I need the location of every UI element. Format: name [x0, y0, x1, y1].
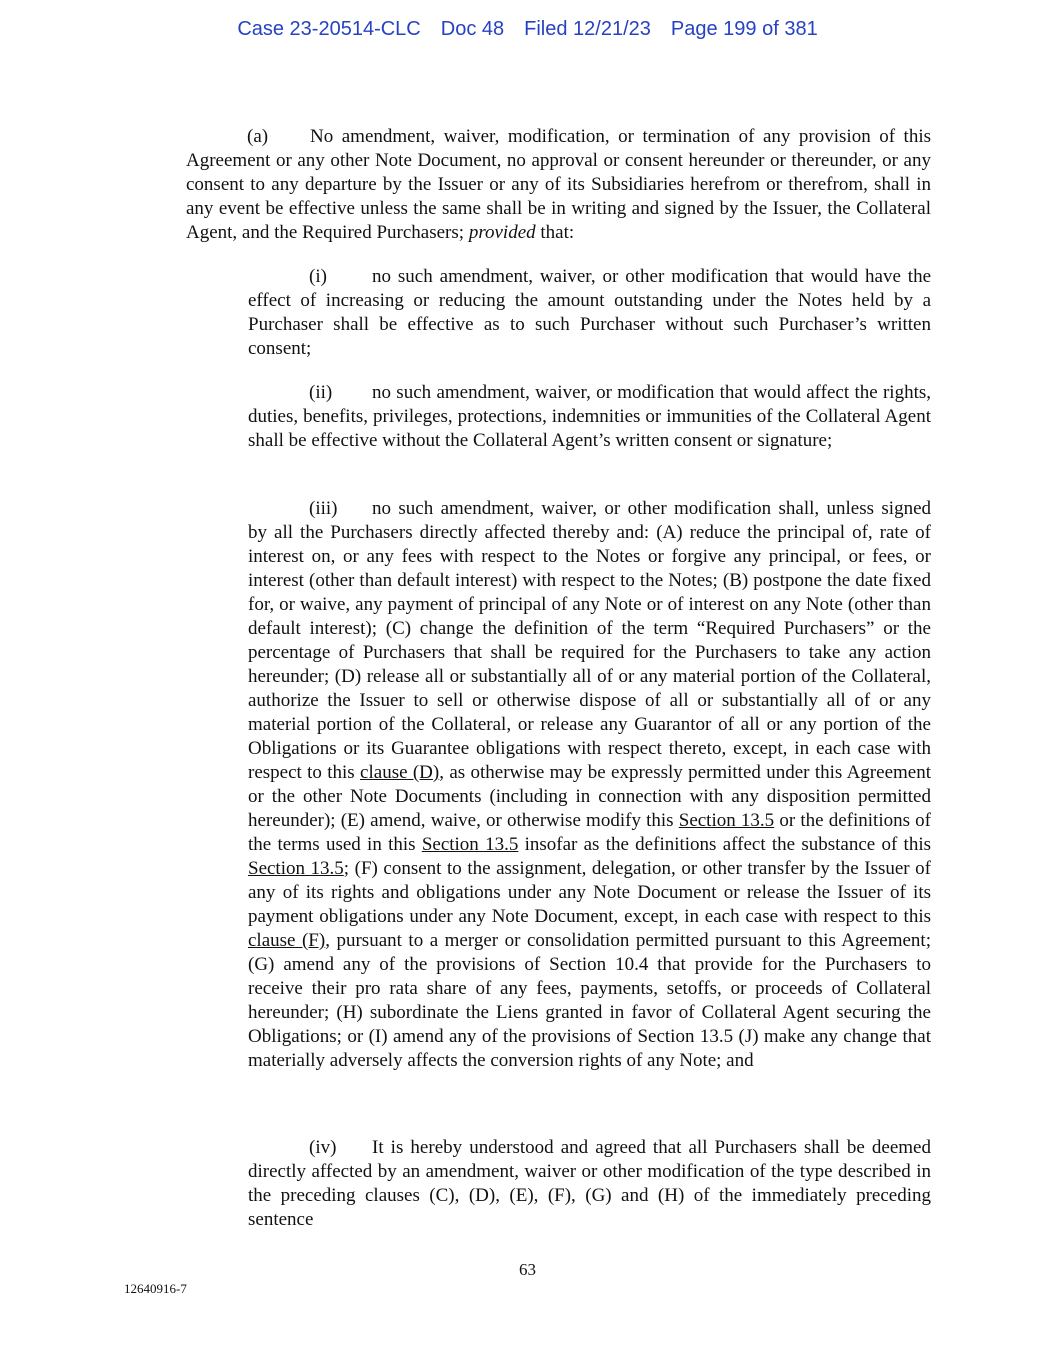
clause-d-reference: clause (D) [360, 762, 440, 783]
clause-iii-text-5: ; (F) consent to the assignment, delegation, or other transfer by the Issuer of any of its rights and obligations under any Note Document or release the Issuer of its payment obligations under any Note Document, except, in each case with respect to this [248, 858, 931, 927]
clause-iii-text-3: or the definitions of the terms used in this [248, 810, 931, 855]
page-count: Page 199 of 381 [670, 18, 818, 40]
case-number: Case 23-20514-CLC [237, 18, 421, 40]
clause-i-text: no such amendment, waiver, or other modification that would have the effect of increasing or reducing the amount outstanding under the Notes held by a Purchaser shall be effective as to such Purchaser without such Purchaser’s written consent; [248, 266, 931, 359]
paragraph-a-label: (a) [247, 126, 269, 147]
clause-iii [248, 497, 931, 1073]
page-number: 63 [519, 1260, 536, 1279]
clause-i [248, 265, 931, 361]
paragraph-a-text: No amendment, waiver, modification, or termination of any provision of this Agreement or any other Note Document, no approval or consent hereunder or thereunder, or any consent to any departure by the Issuer or any of its Subsidiaries herefrom or therefrom, shall in any event be effective unless the same shall be in writing and signed by the Issuer, the Collateral Agent, and the Required Purchasers; [186, 126, 931, 243]
section-13-5-reference: Section 13.5 [421, 834, 519, 855]
clause-iii-text-4: insofar as the definitions affect the substance of this [524, 834, 932, 855]
clause-i-label: (i) [309, 266, 327, 287]
clause-iv [248, 1136, 931, 1232]
section-13-5-reference: Section 13.5 [678, 810, 775, 831]
clause-ii-label: (ii) [309, 382, 333, 403]
paragraph-a-tail: that: [540, 222, 575, 243]
clause-iii-text-6: , pursuant to a merger or consolidation permitted pursuant to this Agreement; (G) amend any of the provisions of Section 10.4 that provide for the Purchasers to receive their pro rata share of any fees, payments, setoffs, or proceeds of Collateral hereunder; (H) subordinate the Liens granted in favor of Collateral Agent securing the Obligations; or (I) amend any of the provisions of Section 13.5 (J) make any change that materially adversely affects the conversion rights of any Note; and [248, 930, 931, 1071]
paragraph-a [186, 125, 931, 245]
clause-ii [248, 381, 931, 453]
filed-date: Filed 12/21/23 [524, 18, 651, 40]
clause-f-reference: clause (F) [248, 930, 326, 951]
section-13-5-reference: Section 13.5 [248, 858, 344, 879]
clause-iii-text-1: no such amendment, waiver, or other modification shall, unless signed by all the Purchasers directly affected thereby and: (A) reduce the principal of, rate of interest on, or any fees with respect to the Notes or forgive any principal, or fees, or interest (other than default interest) with respect to the Notes; (B) postpone the date fixed for, or waive, any payment of principal of any Note or of interest on any Note (other than default interest); (C) change the definition of the term “Required Purchasers” or the percentage of Purchasers that shall be required for the Purchasers to take any action hereunder; (D) release all or substantially all of or any material portion of the Collateral, authorize the Issuer to sell or otherwise dispose of all or substantially all of or any material portion of the Collateral, or release any Guarantor of all or any portion of the Obligations or its Guarantee obligations with respect thereto, except, in each case with respect to this [248, 498, 931, 783]
clause-iv-label: (iv) [309, 1137, 337, 1158]
clause-iv-text: It is hereby understood and agreed that all Purchasers shall be deemed directly affected by an amendment, waiver or other modification of the type described in the preceding clauses (C), (D), (E), (F), (G) and (H) of the immediately preceding sentence [248, 1137, 931, 1230]
clause-iii-label: (iii) [309, 498, 338, 519]
clause-ii-text: no such amendment, waiver, or modification that would affect the rights, duties, benefits, privileges, protections, indemnities or immunities of the Collateral Agent shall be effective without the Collateral Agent’s written consent or signature; [248, 382, 931, 451]
document-id: 12640916-7 [124, 1281, 187, 1296]
provided-term: provided [468, 222, 536, 243]
clause-iii-text-2: , as otherwise may be expressly permitted under this Agreement or the other Note Documents (including in connection with any disposition permitted hereunder); (E) amend, waive, or otherwise modify this [248, 762, 931, 831]
doc-number: Doc 48 [440, 18, 505, 40]
court-filing-header [0, 18, 1055, 41]
